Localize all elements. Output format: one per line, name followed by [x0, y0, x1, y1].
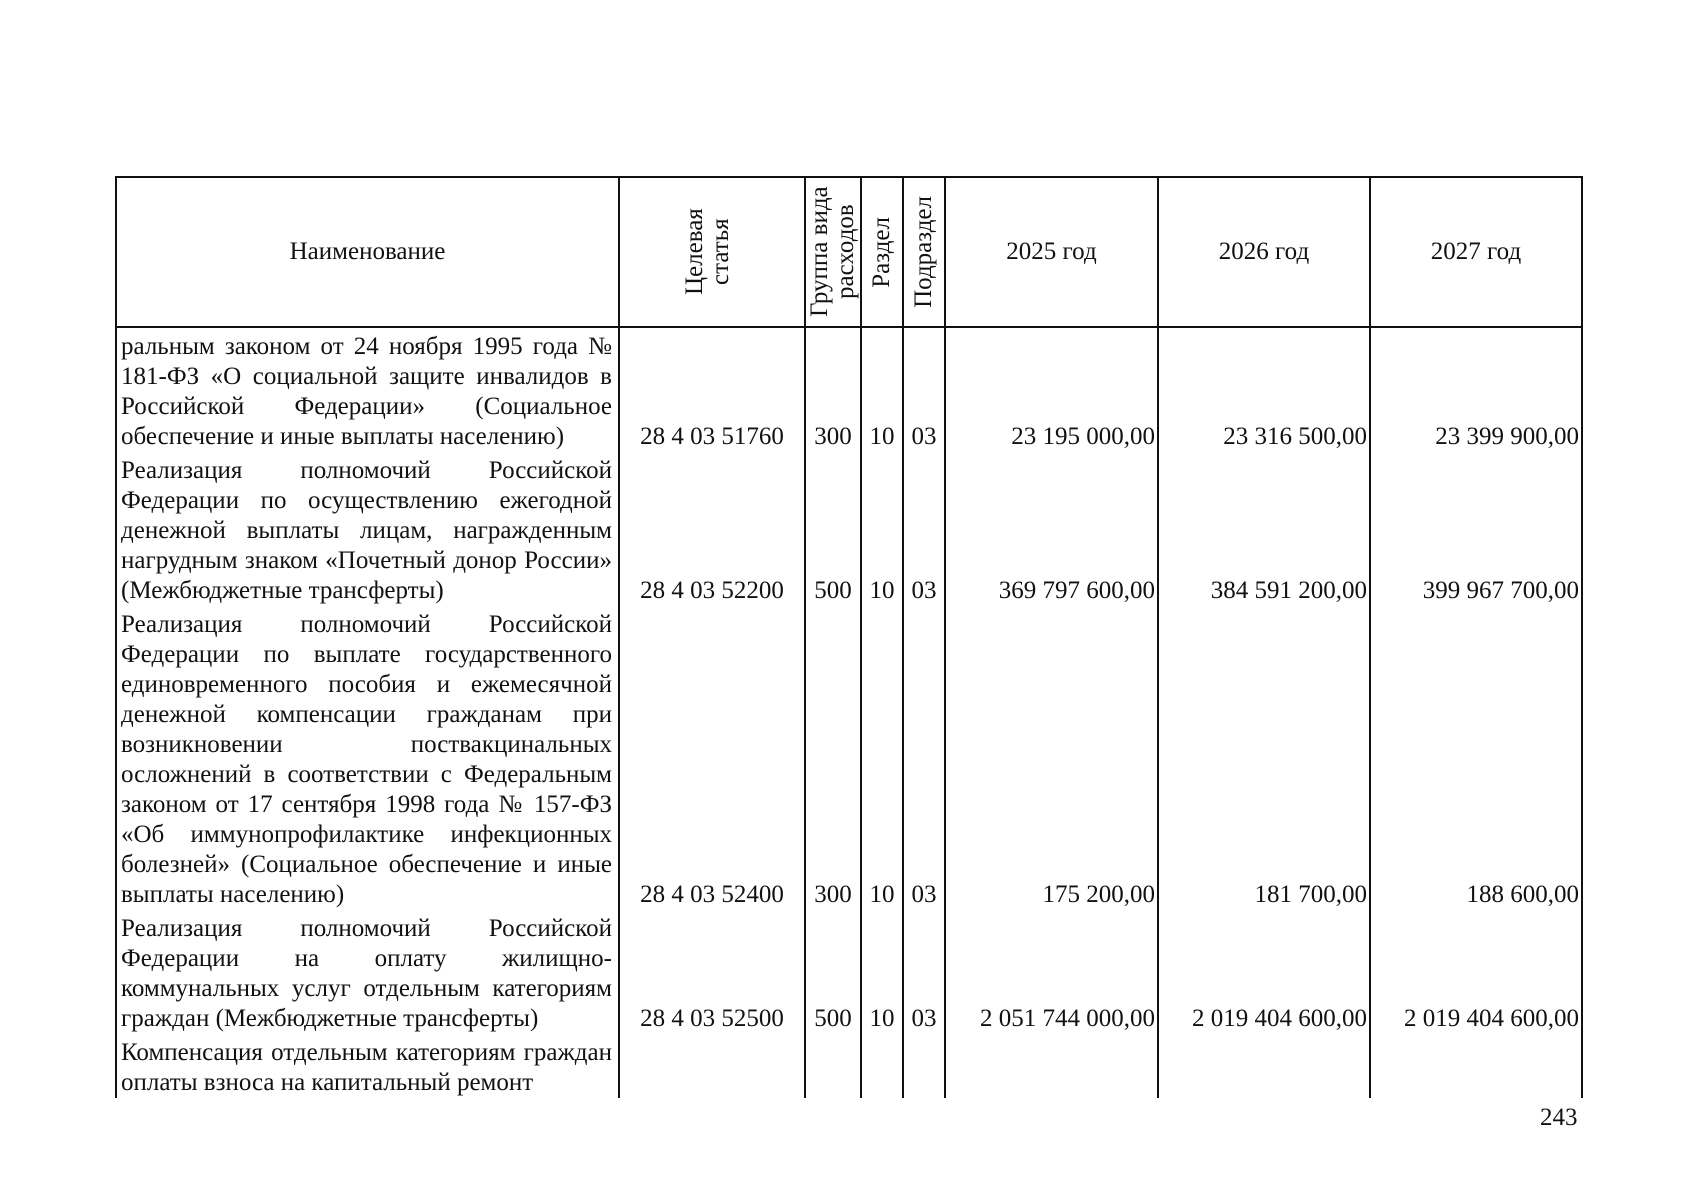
- row-target-article: [619, 1034, 805, 1098]
- table-row: [116, 452, 1582, 606]
- row-expense-group: 300: [805, 327, 861, 452]
- row-section: 10: [861, 327, 903, 452]
- row-section: 10: [861, 452, 903, 606]
- header-subsection: [903, 177, 945, 327]
- row-subsection: 03: [903, 910, 945, 1034]
- header-2025: 2025 год: [945, 177, 1158, 327]
- row-amount-2027: [1370, 1034, 1582, 1098]
- table-body: [116, 327, 1582, 1098]
- row-expense-group: 300: [805, 606, 861, 910]
- row-subsection: 03: [903, 606, 945, 910]
- row-amount-2025: 175 200,00: [945, 606, 1158, 910]
- row-subsection: 03: [903, 327, 945, 452]
- table-header: [116, 177, 1582, 327]
- header-expense-group-label: Группа вида расходов: [806, 186, 859, 318]
- row-subsection: [903, 1034, 945, 1098]
- table-row: [116, 327, 1582, 452]
- page-number: 243: [1540, 1104, 1578, 1131]
- row-amount-2025: [945, 1034, 1158, 1098]
- row-subsection: 03: [903, 452, 945, 606]
- row-amount-2026: 181 700,00: [1158, 606, 1370, 910]
- row-name: ральным законом от 24 ноября 1995 года № 181-ФЗ «О социальной защите инвалидов в Российской Федерации» (Социальное обеспечение и иные выплаты населению): [116, 327, 619, 452]
- row-amount-2025: 23 195 000,00: [945, 327, 1158, 452]
- row-target-article: 28 4 03 52400: [619, 606, 805, 910]
- row-expense-group: 500: [805, 910, 861, 1034]
- row-amount-2025: 2 051 744 000,00: [945, 910, 1158, 1034]
- header-name: Наименование: [116, 177, 619, 327]
- row-target-article: 28 4 03 52200: [619, 452, 805, 606]
- row-amount-2025: 369 797 600,00: [945, 452, 1158, 606]
- row-amount-2026: 384 591 200,00: [1158, 452, 1370, 606]
- row-expense-group: [805, 1034, 861, 1098]
- header-section-label: Раздел: [868, 216, 895, 288]
- row-target-article: 28 4 03 51760: [619, 327, 805, 452]
- row-expense-group: 500: [805, 452, 861, 606]
- table-row: [116, 1034, 1582, 1098]
- row-name: Реализация полномочий Российской Федерации по осуществлению ежегодной денежной выплаты лицам, награжденным нагрудным знаком «Почетный донор России» (Межбюджетные трансферты): [116, 452, 619, 606]
- header-expense-group: [805, 177, 861, 327]
- row-amount-2027: 2 019 404 600,00: [1370, 910, 1582, 1034]
- header-target-article: [619, 177, 805, 327]
- row-amount-2026: 23 316 500,00: [1158, 327, 1370, 452]
- row-amount-2027: 399 967 700,00: [1370, 452, 1582, 606]
- table-row: [116, 606, 1582, 910]
- row-amount-2026: [1158, 1034, 1370, 1098]
- header-target-article-label: Целевая статья: [681, 208, 734, 296]
- row-amount-2027: 188 600,00: [1370, 606, 1582, 910]
- header-2026: 2026 год: [1158, 177, 1370, 327]
- row-name: Компенсация отдельным категориям граждан оплаты взноса на капитальный ремонт: [116, 1034, 619, 1098]
- row-section: [861, 1034, 903, 1098]
- row-name: Реализация полномочий Российской Федерации по выплате государственного единовременного пособия и ежемесячной денежной компенсации гражданам при возникновении поствакцинальных осложнений в соответствии с Федеральным законом от 17 сентября 1998 года № 157-ФЗ «Об иммунопрофилактике инфекционных болезней» (Социальное обеспечение и иные выплаты населению): [116, 606, 619, 910]
- row-section: 10: [861, 606, 903, 910]
- row-amount-2027: 23 399 900,00: [1370, 327, 1582, 452]
- header-section: [861, 177, 903, 327]
- row-amount-2026: 2 019 404 600,00: [1158, 910, 1370, 1034]
- header-2027: 2027 год: [1370, 177, 1582, 327]
- table-row: [116, 910, 1582, 1034]
- budget-table: [115, 176, 1583, 1098]
- row-name: Реализация полномочий Российской Федерации на оплату жилищно-коммунальных услуг отдельным категориям граждан (Межбюджетные трансферты): [116, 910, 619, 1034]
- header-subsection-label: Подраздел: [910, 196, 937, 308]
- row-target-article: 28 4 03 52500: [619, 910, 805, 1034]
- row-section: 10: [861, 910, 903, 1034]
